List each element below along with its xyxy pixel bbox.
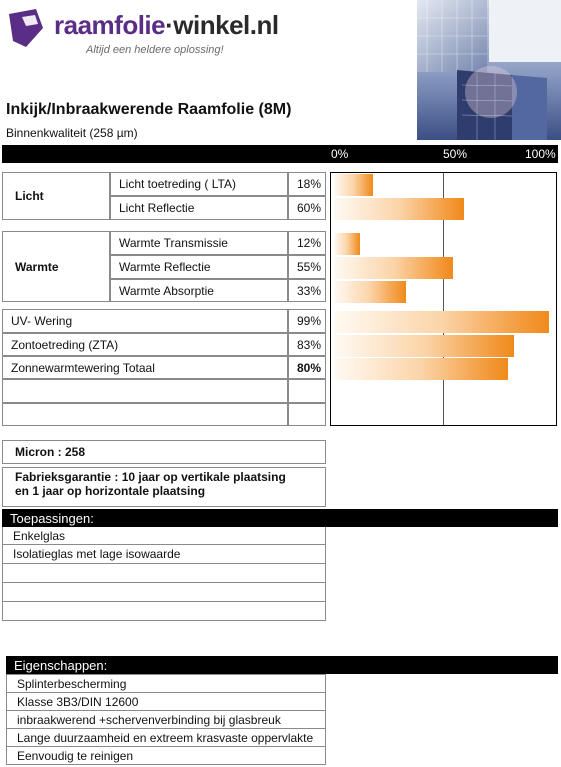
logo-icon [6, 6, 50, 50]
chart-bar [334, 311, 549, 333]
row-value-licht-toetreding: 18% [288, 172, 326, 196]
building-photo [417, 0, 561, 140]
empty-row-value [288, 379, 326, 403]
performance-bar-chart [330, 172, 557, 426]
row-label-warmte-absorptie: Warmte Absorptie [110, 279, 288, 302]
product-subtitle: Binnenkwaliteit (258 µm) [6, 126, 138, 140]
group-label-licht: Licht [2, 172, 110, 220]
micron-box: Micron : 258 [2, 440, 326, 464]
warranty-line-2: en 1 jaar op horizontale plaatsing [15, 484, 206, 498]
scale-label-100: 100% [525, 147, 556, 161]
row-label-warmte-reflectie: Warmte Reflectie [110, 255, 288, 279]
row-label-warmte-transmissie: Warmte Transmissie [110, 231, 288, 255]
row-label-zonnewarmtewering-totaal: Zonnewarmtewering Totaal [2, 356, 288, 379]
application-item: Enkelglas [2, 527, 326, 545]
brand-name [54, 10, 279, 41]
empty-row-value [288, 403, 326, 426]
application-item [2, 583, 326, 602]
property-item: Lange duurzaamheid en extreem krasvaste oppervlakte [6, 729, 326, 747]
application-item [2, 564, 326, 583]
group-label-warmte: Warmte [2, 231, 110, 302]
property-item: Eenvoudig te reinigen [6, 747, 326, 765]
row-label-licht-reflectie: Licht Reflectie [110, 196, 288, 220]
row-label-zontoetreding: Zontoetreding (ZTA) [2, 333, 288, 356]
chart-bar [334, 198, 464, 220]
scale-label-50: 50% [443, 147, 468, 161]
chart-bar [334, 358, 508, 380]
application-item [2, 602, 326, 621]
brand-tagline: Altijd een heldere oplossing! [86, 44, 224, 56]
row-value-warmte-transmissie: 12% [288, 231, 326, 255]
brand-name-part2: winkel.nl [173, 10, 279, 40]
application-item: Isolatieglas met lage isowaarde [2, 545, 326, 564]
row-value-zonnewarmtewering-totaal: 80% [288, 356, 326, 379]
chart-bar [334, 281, 406, 303]
row-value-warmte-reflectie: 55% [288, 255, 326, 279]
chart-bar [334, 233, 360, 255]
warranty-line-1: Fabrieksgarantie : 10 jaar op vertikale plaatsing [15, 470, 286, 484]
row-label-uv-wering: UV- Wering [2, 309, 288, 333]
row-value-warmte-absorptie: 33% [288, 279, 326, 302]
property-item: Klasse 3B3/DIN 12600 [6, 693, 326, 711]
row-value-zontoetreding: 83% [288, 333, 326, 356]
warranty-box [2, 467, 326, 507]
row-value-licht-reflectie: 60% [288, 196, 326, 220]
empty-row-label [2, 403, 288, 426]
chart-bar [334, 257, 453, 279]
properties-heading: Eigenschappen: [6, 656, 558, 674]
empty-row-label [2, 379, 288, 403]
brand-name-part1: raamfolie [54, 10, 166, 40]
property-item: inbraakwerend +schervenverbinding bij glasbreuk [6, 711, 326, 729]
chart-bar [334, 174, 373, 196]
chart-bar [334, 335, 514, 357]
scale-label-0: 0% [331, 147, 349, 161]
applications-heading: Toepassingen: [2, 509, 558, 527]
brand-name-separator: · [165, 10, 174, 40]
row-value-uv-wering: 99% [288, 309, 326, 333]
product-title: Inkijk/Inbraakwerende Raamfolie (8M) [6, 101, 292, 118]
property-item: Splinterbescherming [6, 674, 326, 693]
scale-header-bar [2, 145, 558, 163]
row-label-licht-toetreding: Licht toetreding ( LTA) [110, 172, 288, 196]
